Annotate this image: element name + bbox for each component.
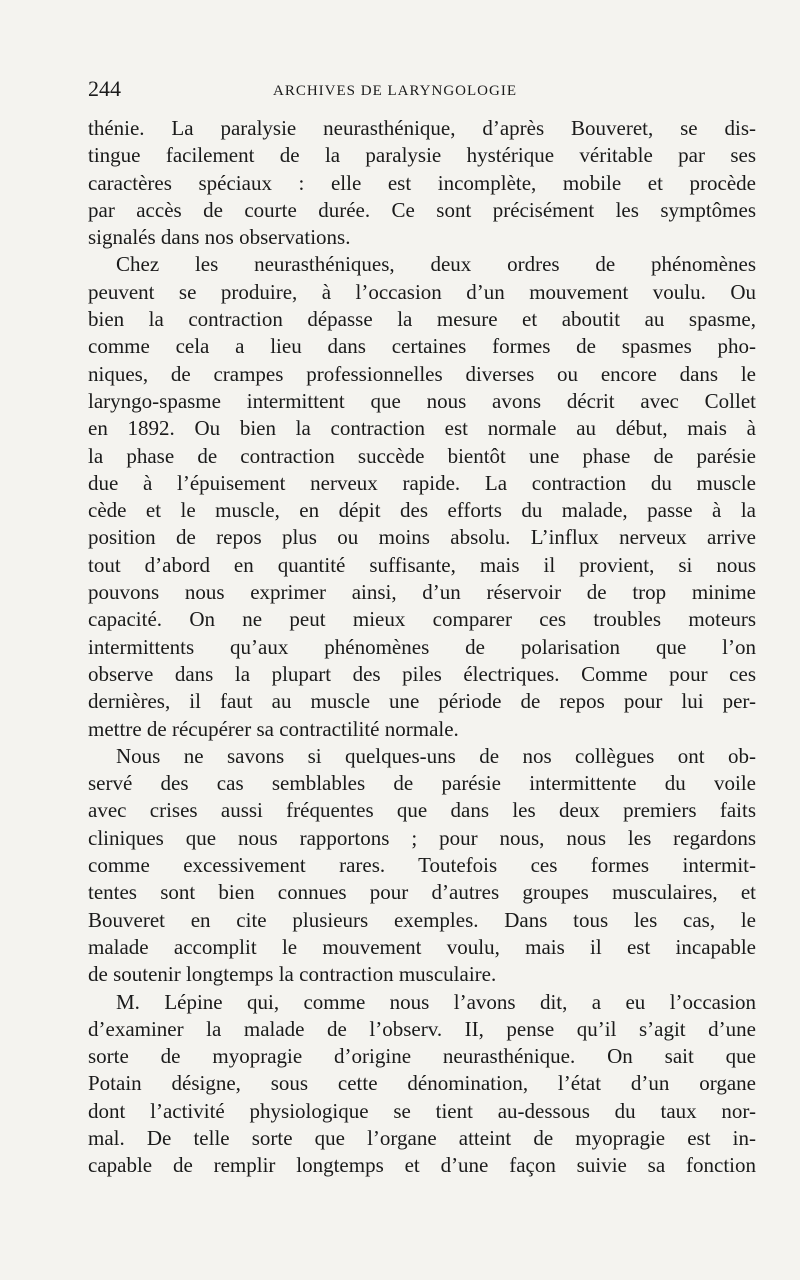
text-line: en 1892. Ou bien la contraction est normale au début, mais à <box>88 416 756 441</box>
text-line: Nous ne savons si quelques-uns de nos collègues ont ob- <box>116 743 756 768</box>
text-line: sorte de myopragie d’origine neurasthénique. On sait que <box>88 1044 756 1069</box>
text-line: signalés dans nos observations. <box>88 225 351 250</box>
page-number: 244 <box>88 76 121 101</box>
text-line: capacité. On ne peut mieux comparer ces troubles moteurs <box>88 607 756 632</box>
text-line: niques, de crampes professionnelles diverses ou encore dans le <box>88 361 756 386</box>
text-line: Potain désigne, sous cette dénomination, l’état d’un organe <box>88 1071 756 1096</box>
text-line: laryngo-spasme intermittent que nous avons décrit avec Collet <box>88 388 756 413</box>
text-line: tout d’abord en quantité suffisante, mais il provient, si nous <box>88 552 756 577</box>
text-line: M. Lépine qui, comme nous l’avons dit, a eu l’occasion <box>116 989 756 1014</box>
text-line: pouvons nous exprimer ainsi, d’un réservoir de trop minime <box>88 580 756 605</box>
text-line: avec crises aussi fréquentes que dans les deux premiers faits <box>88 798 756 823</box>
text-line: Chez les neurasthéniques, deux ordres de phénomènes <box>116 252 756 277</box>
text-line: comme excessivement rares. Toutefois ces formes intermit- <box>88 853 756 878</box>
text-line: tingue facilement de la paralysie hystérique véritable par ses <box>88 143 756 168</box>
text-line: servé des cas semblables de parésie intermittente du voile <box>88 771 756 796</box>
text-line: position de repos plus ou moins absolu. L’influx nerveux arrive <box>88 525 756 550</box>
text-line: due à l’épuisement nerveux rapide. La contraction du muscle <box>88 470 756 495</box>
journal-title: ARCHIVES DE LARYNGOLOGIE <box>273 83 517 99</box>
text-line: mettre de récupérer sa contractilité normale. <box>88 716 459 741</box>
text-line: d’examiner la malade de l’observ. II, pense qu’il s’agit d’une <box>88 1016 756 1041</box>
text-line: dernières, il faut au muscle une période de repos pour lui per- <box>88 689 756 714</box>
text-line: malade accomplit le mouvement voulu, mais il est incapable <box>88 934 756 959</box>
running-head <box>88 74 758 104</box>
text-line: bien la contraction dépasse la mesure et aboutit au spasme, <box>88 307 756 332</box>
text-line: peuvent se produire, à l’occasion d’un mouvement voulu. Ou <box>88 279 756 304</box>
text-line: comme cela a lieu dans certaines formes de spasmes pho- <box>88 334 756 359</box>
text-line: cède et le muscle, en dépit des efforts du malade, passe à la <box>88 498 756 523</box>
text-line: mal. De telle sorte que l’organe atteint de myopragie est in- <box>88 1125 756 1150</box>
text-line: par accès de courte durée. Ce sont précisément les symptômes <box>88 197 756 222</box>
text-line: la phase de contraction succède bientôt une phase de parésie <box>88 443 756 468</box>
body-text <box>88 115 756 1180</box>
text-line: intermittents qu’aux phénomènes de polarisation que l’on <box>88 634 756 659</box>
text-line: dont l’activité physiologique se tient au-dessous du taux nor- <box>88 1098 756 1123</box>
text-line: cliniques que nous rapportons ; pour nous, nous les regardons <box>88 825 756 850</box>
text-line: observe dans la plupart des piles électriques. Comme pour ces <box>88 661 756 686</box>
text-line: Bouveret en cite plusieurs exemples. Dans tous les cas, le <box>88 907 756 932</box>
text-line: caractères spéciaux : elle est incomplète, mobile et procède <box>88 170 756 195</box>
text-line: de soutenir longtemps la contraction musculaire. <box>88 962 497 987</box>
text-line: tentes sont bien connues pour d’autres groupes musculaires, et <box>88 880 756 905</box>
text-line: thénie. La paralysie neurasthénique, d’après Bouveret, se dis- <box>88 116 756 140</box>
text-line: capable de remplir longtemps et d’une façon suivie sa fonction <box>88 1153 756 1178</box>
